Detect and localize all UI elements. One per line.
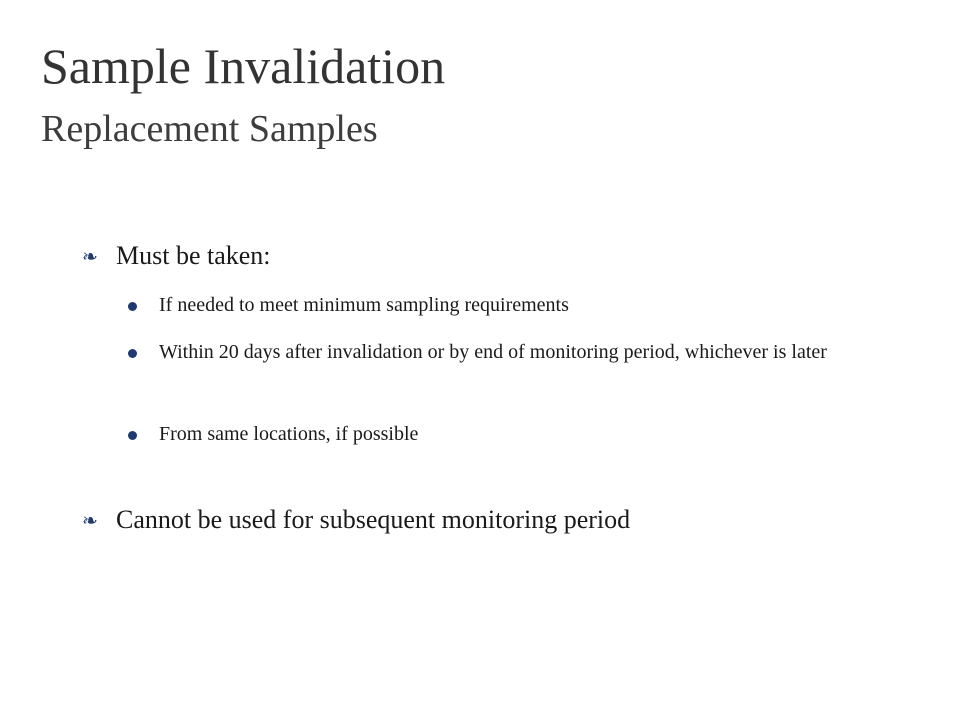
sub-bullet-text: Within 20 days after invalidation or by end of monitoring period, whichever is later bbox=[159, 341, 827, 363]
bullet-text: Must be taken: bbox=[116, 241, 271, 270]
slide-subtitle: Replacement Samples bbox=[41, 108, 378, 150]
sub-bullet-text: If needed to meet minimum sampling requirements bbox=[159, 294, 569, 316]
slide-title: Sample Invalidation bbox=[41, 38, 446, 94]
round-dot-icon bbox=[128, 349, 137, 358]
round-dot-icon bbox=[128, 302, 137, 311]
sub-bullet-text: From same locations, if possible bbox=[159, 423, 419, 445]
bullet-must-be-taken bbox=[82, 240, 271, 274]
round-dot-icon bbox=[128, 431, 137, 440]
leaf-bullet-icon: ❧ bbox=[82, 511, 98, 532]
bullet-cannot-be-used bbox=[82, 504, 630, 538]
leaf-bullet-icon: ❧ bbox=[82, 247, 98, 268]
bullet-text: Cannot be used for subsequent monitoring period bbox=[116, 505, 631, 534]
